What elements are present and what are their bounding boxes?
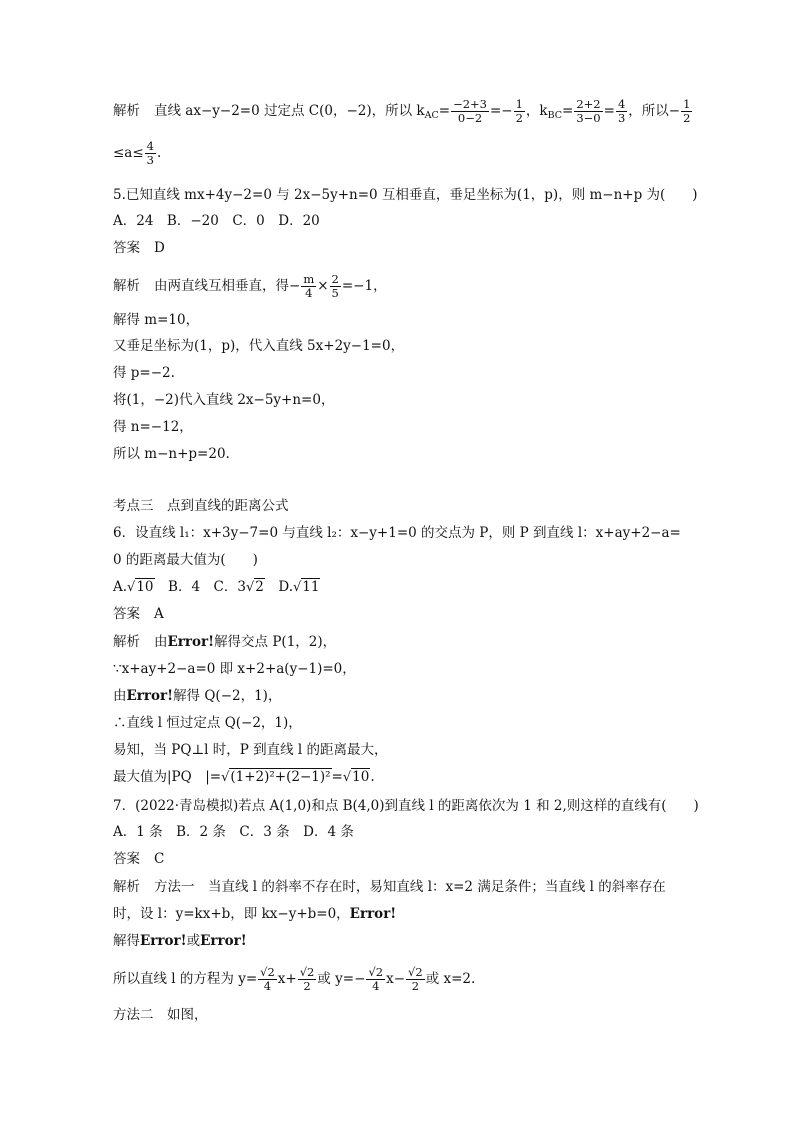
answer-value: D: [154, 240, 165, 256]
q6-stem-line2: 0 的距离最大值为( ): [113, 552, 258, 568]
q7-answer: [113, 850, 164, 868]
answer-label: 答案: [113, 851, 140, 867]
q5-analysis-line6: 得 n=−12，: [113, 419, 193, 435]
q5-options: A．24 B．−20 C．0 D．20: [113, 213, 320, 229]
subscript-ac: AC: [424, 110, 439, 121]
fraction: $\frac{2+2}{3-0}$: [576, 97, 601, 125]
error-field: Error!: [349, 906, 397, 922]
subscript-bc: BC: [547, 110, 563, 121]
q5-analysis-line7: 所以 m−n+p=20.: [113, 446, 230, 462]
fraction: $\frac{√2}{2}$: [299, 965, 315, 993]
analysis-label: 解析: [113, 634, 140, 650]
fraction: $\frac{m}{4}$: [303, 272, 315, 300]
fraction: $\frac{2}{5}$: [331, 272, 339, 300]
q7-analysis-line2: 时，设 l：y=kx+b，即 kx−y+b=0，Error!: [113, 906, 397, 922]
q6-options: A.√10 B．4 C．3√2 D.√11: [113, 579, 320, 595]
q6-analysis-line1: 解析 由Error!解得交点 P(1，2)，: [113, 634, 337, 650]
error-field: Error!: [126, 688, 174, 704]
fraction: $\frac{4}{3}$: [617, 97, 626, 125]
fraction: $\frac{4}{3}$: [146, 139, 154, 167]
q5-stem: 5.已知直线 mx+4y−2=0 与 2x−5y+n=0 互相垂直，垂足坐标为(1，p)，则 m−n+p 为( ): [113, 187, 698, 203]
q6-analysis-line5: 易知，当 PQ⊥l 时，P 到直线 l 的距离最大，: [113, 742, 388, 758]
answer-label: 答案: [113, 240, 140, 256]
fraction: $\frac{√2}{2}$: [408, 965, 423, 993]
q4-analysis-line1: 解析 直线 ax−y−2=0 过定点 C(0，−2)，所以 $k_{AC}=$ $\frac{-2+3}{0-2}$ =− $\frac{1}{2}$ ，$k_{BC}=$ $\frac{2+2}{3-0}$ = $\frac{4}{3}$ ，所以− $\frac{1}{2}$: [113, 97, 691, 125]
error-field: Error!: [200, 933, 247, 949]
analysis-text: 直线 ax−y−2=0 过定点 C(0，−2)，所以 k: [154, 103, 425, 119]
q7-analysis-line3: 解得Error!或Error!: [113, 933, 247, 949]
q6-answer: [113, 605, 164, 623]
q7-stem: 7．(2022·青岛模拟)若点 A(1,0)和点 B(4,0)到直线 l 的距离依次为 1 和 2,则这样的直线有( ): [113, 798, 699, 814]
q5-analysis-line3: 又垂足坐标为(1，p)，代入直线 5x+2y−1=0，: [113, 338, 405, 354]
fraction: $\frac{1}{2}$: [683, 97, 691, 125]
q5-answer: [113, 239, 165, 257]
q6-stem-line1: 6．设直线 l₁：x+3y−7=0 与直线 l₂：x−y+1=0 的交点为 P，则 P 到直线 l：x+ay+2−a=: [113, 525, 681, 541]
q5-analysis-line5: 将(1，−2)代入直线 2x−5y+n=0，: [113, 392, 335, 408]
answer-value: C: [154, 851, 165, 867]
q6-analysis-line2: ∵x+ay+2−a=0 即 x+2+a(y−1)=0，: [113, 661, 356, 677]
analysis-label: 解析: [113, 278, 140, 294]
q7-analysis-line1: 解析 方法一 当直线 l 的斜率不存在时，易知直线 l：x=2 满足条件；当直线 l 的斜率存在: [113, 879, 666, 895]
q7-analysis-line5: 方法二 如图，: [113, 1007, 208, 1023]
q6-analysis-line3: 由Error!解得 Q(−2，1)，: [113, 688, 282, 704]
fraction: $\frac{1}{2}$: [515, 97, 523, 125]
q7-options: A．1 条 B．2 条 C．3 条 D．4 条: [113, 824, 354, 840]
error-field: Error!: [140, 933, 187, 949]
answer-label: 答案: [113, 606, 140, 622]
analysis-label: 解析: [113, 879, 140, 895]
q4-analysis-line2: ≤a≤ $\frac{4}{3}$ .: [113, 139, 162, 167]
q6-analysis-line6: 最大值为|PQ |=√(1+2)²+(2−1)²=√10.: [113, 769, 375, 785]
q5-analysis-line1: 解析 由两直线互相垂直，得− $\frac{m}{4}$ × $\frac{2}{5}$ =−1，: [113, 272, 387, 300]
fraction: $\frac{√2}{4}$: [260, 965, 275, 993]
error-field: Error!: [167, 634, 215, 650]
analysis-label: 解析: [113, 103, 140, 119]
fraction: $\frac{-2+3}{0-2}$: [453, 97, 487, 125]
section-title: 考点三 点到直线的距离公式: [113, 498, 289, 514]
q5-analysis-line4: 得 p=−2.: [113, 365, 175, 381]
answer-value: A: [154, 606, 164, 622]
fraction: $\frac{√2}{4}$: [368, 965, 384, 993]
q7-analysis-line4: 所以直线 l 的方程为 y= $\frac{√2}{4}$ x+ $\frac{√2}{2}$ 或 y=− $\frac{√2}{4}$ x− $\frac{√2}{2}$ 或 x=2.: [113, 965, 476, 993]
q5-analysis-line2: 解得 m=10，: [113, 312, 200, 328]
q6-analysis-line4: ∴直线 l 恒过定点 Q(−2，1)，: [113, 715, 302, 731]
